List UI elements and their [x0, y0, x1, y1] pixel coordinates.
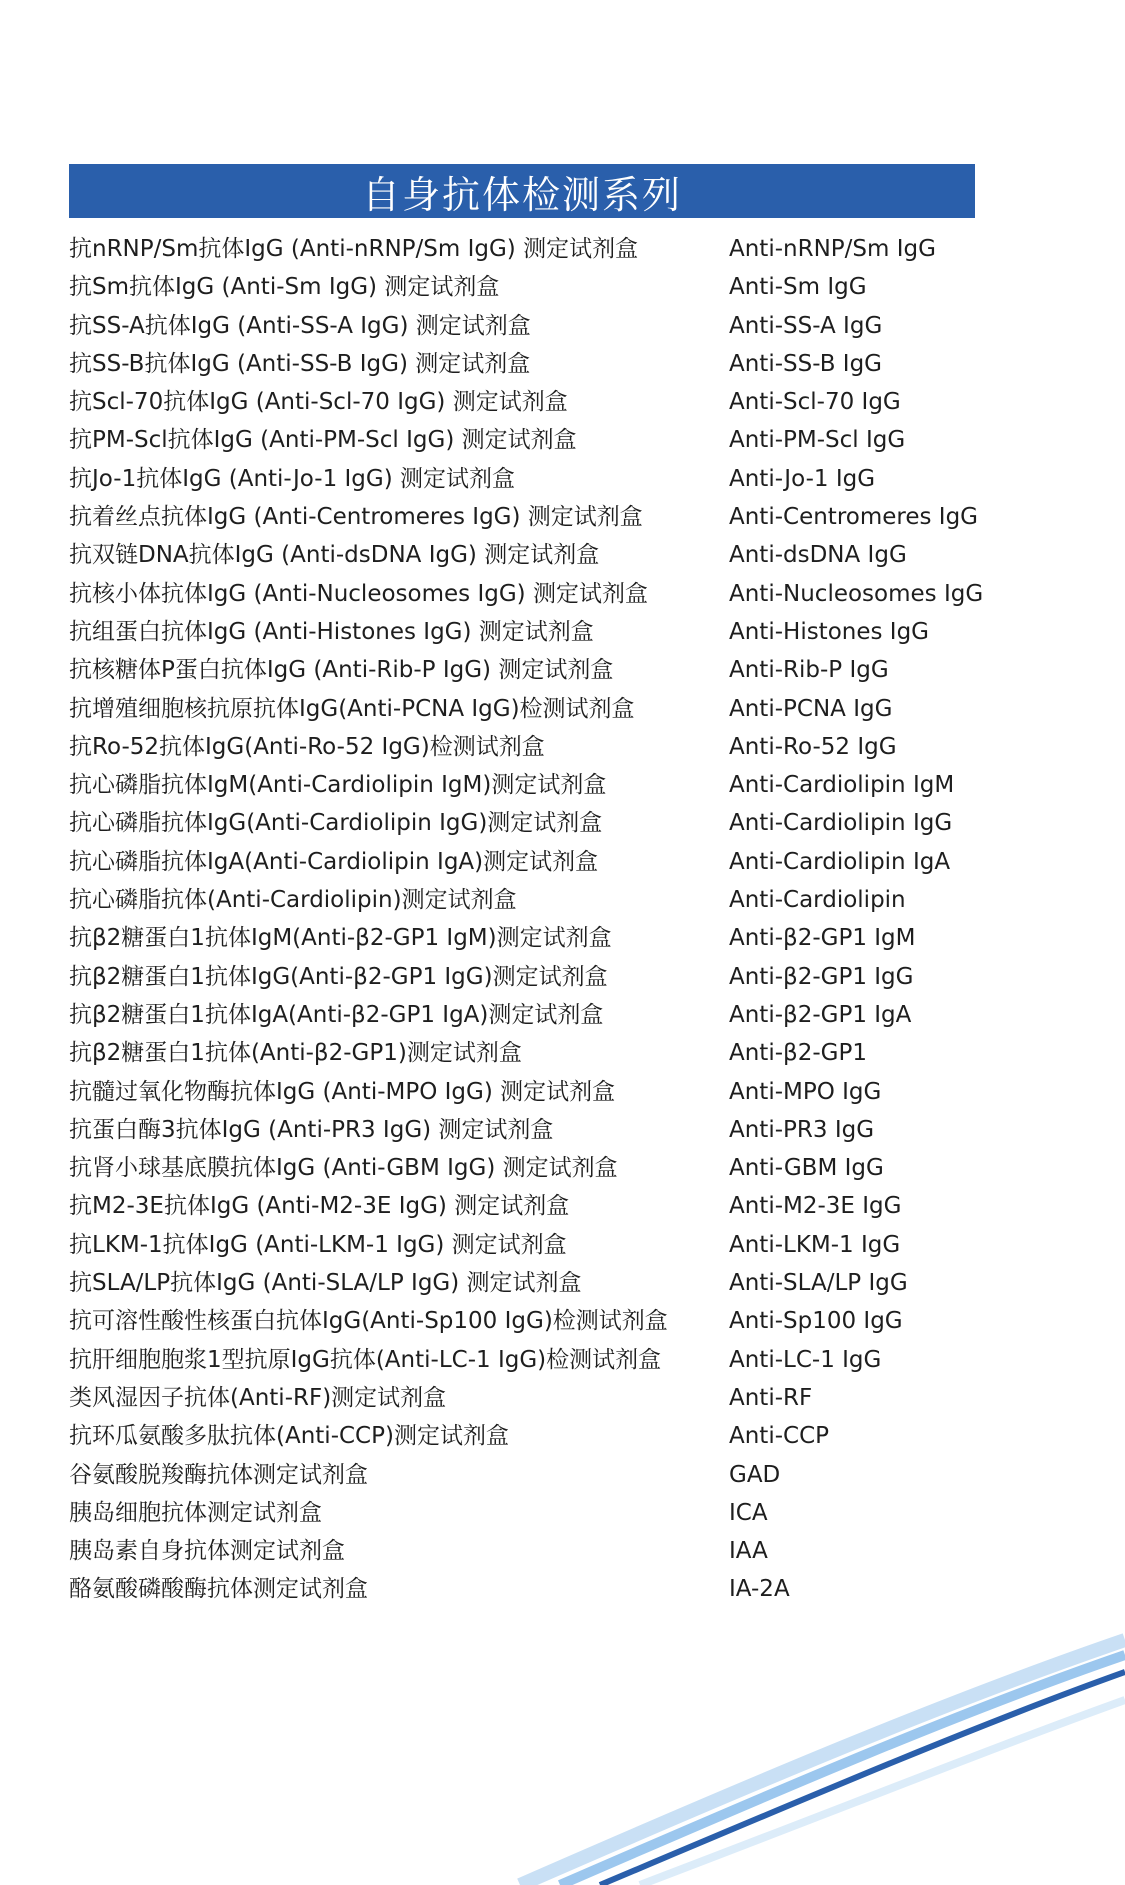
item-english-name: Anti-CCP — [729, 1423, 830, 1450]
list-item — [69, 919, 989, 957]
item-chinese-name: 抗肾小球基底膜抗体IgG (Anti-GBM IgG) 测定试剂盒 — [69, 1155, 618, 1182]
item-english-name: Anti-Scl-70 IgG — [729, 389, 901, 416]
list-item — [69, 421, 989, 459]
list-item — [69, 230, 989, 268]
list-item — [69, 1417, 989, 1455]
item-english-name: Anti-β2-GP1 IgM — [729, 925, 916, 952]
list-item — [69, 460, 989, 498]
list-item — [69, 1226, 989, 1264]
section-title: 自身抗体检测系列 — [361, 172, 682, 217]
section-header — [69, 164, 975, 218]
list-item — [69, 1532, 989, 1570]
item-english-name: Anti-Centromeres IgG — [729, 504, 979, 531]
item-english-name: Anti-LC-1 IgG — [729, 1346, 882, 1373]
wave-mid-band — [560, 1655, 1125, 1885]
item-english-name: Anti-Rib-P IgG — [729, 657, 889, 684]
list-item — [69, 1187, 989, 1225]
item-chinese-name: 抗SLA/LP抗体IgG (Anti-SLA/LP IgG) 测定试剂盒 — [69, 1270, 582, 1297]
item-english-name: Anti-β2-GP1 IgG — [729, 963, 914, 990]
item-english-name: Anti-dsDNA IgG — [729, 542, 907, 569]
list-item — [69, 1494, 989, 1532]
list-item — [69, 804, 989, 842]
list-item — [69, 958, 989, 996]
item-chinese-name: 抗心磷脂抗体IgA(Anti-Cardiolipin IgA)测定试剂盒 — [69, 848, 599, 875]
item-english-name: Anti-Histones IgG — [729, 618, 930, 645]
item-english-name: Anti-SLA/LP IgG — [729, 1270, 908, 1297]
item-chinese-name: 抗SS-A抗体IgG (Anti-SS-A IgG) 测定试剂盒 — [69, 312, 531, 339]
list-item — [69, 1341, 989, 1379]
item-chinese-name: 抗β2糖蛋白1抗体IgM(Anti-β2-GP1 IgM)测定试剂盒 — [69, 925, 612, 952]
item-chinese-name: 谷氨酸脱羧酶抗体测定试剂盒 — [69, 1461, 368, 1488]
list-item — [69, 766, 989, 804]
list-item — [69, 268, 989, 306]
item-chinese-name: 胰岛细胞抗体测定试剂盒 — [69, 1499, 322, 1526]
wave-pale-band — [640, 1700, 1125, 1885]
list-item — [69, 1264, 989, 1302]
list-item — [69, 307, 989, 345]
list-item — [69, 383, 989, 421]
item-chinese-name: 抗nRNP/Sm抗体IgG (Anti-nRNP/Sm IgG) 测定试剂盒 — [69, 236, 639, 262]
item-chinese-name: 抗核小体抗体IgG (Anti-Nucleosomes IgG) 测定试剂盒 — [69, 580, 648, 607]
item-english-name: Anti-β2-GP1 IgA — [729, 1001, 912, 1028]
item-english-name: Anti-SS-B IgG — [729, 350, 882, 377]
item-chinese-name: 抗SS-B抗体IgG (Anti-SS-B IgG) 测定试剂盒 — [69, 350, 531, 377]
item-chinese-name: 抗LKM-1抗体IgG (Anti-LKM-1 IgG) 测定试剂盒 — [69, 1231, 567, 1258]
item-chinese-name: 抗增殖细胞核抗原抗体IgG(Anti-PCNA IgG)检测试剂盒 — [69, 695, 635, 722]
item-chinese-name: 抗髓过氧化物酶抗体IgG (Anti-MPO IgG) 测定试剂盒 — [69, 1078, 616, 1105]
item-english-name: Anti-Cardiolipin IgM — [729, 772, 955, 799]
item-english-name: Anti-M2-3E IgG — [729, 1193, 902, 1220]
item-english-name: Anti-nRNP/Sm IgG — [729, 236, 936, 262]
item-chinese-name: 抗β2糖蛋白1抗体IgA(Anti-β2-GP1 IgA)测定试剂盒 — [69, 1001, 604, 1028]
item-chinese-name: 抗M2-3E抗体IgG (Anti-M2-3E IgG) 测定试剂盒 — [69, 1193, 570, 1220]
item-english-name: Anti-β2-GP1 — [729, 1040, 867, 1067]
list-item — [69, 1456, 989, 1494]
item-chinese-name: 抗心磷脂抗体(Anti-Cardiolipin)测定试剂盒 — [69, 887, 517, 914]
item-english-name: Anti-LKM-1 IgG — [729, 1231, 901, 1258]
item-english-name: Anti-Sp100 IgG — [729, 1308, 903, 1335]
list-item — [69, 690, 989, 728]
list-item — [69, 996, 989, 1034]
item-english-name: Anti-Nucleosomes IgG — [729, 580, 984, 607]
list-item — [69, 651, 989, 689]
item-english-name: Anti-Cardiolipin — [729, 887, 906, 914]
item-chinese-name: 抗Jo-1抗体IgG (Anti-Jo-1 IgG) 测定试剂盒 — [69, 465, 516, 492]
item-english-name: Anti-MPO IgG — [729, 1078, 882, 1105]
list-item — [69, 345, 989, 383]
list-item — [69, 1073, 989, 1111]
item-english-name: Anti-PCNA IgG — [729, 695, 893, 722]
item-english-name: Anti-SS-A IgG — [729, 312, 883, 339]
wave-light-band — [520, 1640, 1125, 1885]
item-english-name: Anti-Cardiolipin IgA — [729, 848, 951, 875]
wave-dark-band — [600, 1672, 1125, 1885]
list-item — [69, 1379, 989, 1417]
item-chinese-name: 抗β2糖蛋白1抗体(Anti-β2-GP1)测定试剂盒 — [69, 1040, 522, 1067]
item-chinese-name: 抗β2糖蛋白1抗体IgG(Anti-β2-GP1 IgG)测定试剂盒 — [69, 963, 608, 990]
list-item — [69, 881, 989, 919]
item-english-name: IAA — [729, 1538, 768, 1565]
item-chinese-name: 抗Ro-52抗体IgG(Anti-Ro-52 IgG)检测试剂盒 — [69, 733, 545, 760]
item-chinese-name: 抗Sm抗体IgG (Anti-Sm IgG) 测定试剂盒 — [69, 274, 500, 301]
item-chinese-name: 抗可溶性酸性核蛋白抗体IgG(Anti-Sp100 IgG)检测试剂盒 — [69, 1308, 668, 1335]
item-english-name: Anti-Cardiolipin IgG — [729, 810, 953, 837]
product-list — [69, 230, 989, 1609]
list-item — [69, 575, 989, 613]
item-english-name: Anti-PM-Scl IgG — [729, 427, 906, 454]
item-chinese-name: 抗环瓜氨酸多肽抗体(Anti-CCP)测定试剂盒 — [69, 1423, 509, 1450]
list-item — [69, 1570, 989, 1608]
item-english-name: Anti-Ro-52 IgG — [729, 733, 897, 760]
item-chinese-name: 抗双链DNA抗体IgG (Anti-dsDNA IgG) 测定试剂盒 — [69, 542, 600, 569]
item-chinese-name: 抗核糖体P蛋白抗体IgG (Anti-Rib-P IgG) 测定试剂盒 — [69, 657, 614, 684]
item-chinese-name: 抗心磷脂抗体IgM(Anti-Cardiolipin IgM)测定试剂盒 — [69, 772, 607, 799]
item-english-name: GAD — [729, 1461, 781, 1488]
item-chinese-name: 抗PM-Scl抗体IgG (Anti-PM-Scl IgG) 测定试剂盒 — [69, 427, 577, 454]
list-item — [69, 1302, 989, 1340]
item-english-name: IA-2A — [729, 1576, 790, 1603]
item-chinese-name: 抗蛋白酶3抗体IgG (Anti-PR3 IgG) 测定试剂盒 — [69, 1116, 554, 1143]
wave-fill — [560, 1650, 1125, 1885]
item-english-name: Anti-RF — [729, 1384, 813, 1411]
list-item — [69, 843, 989, 881]
item-english-name: Anti-Jo-1 IgG — [729, 465, 876, 492]
list-item — [69, 1034, 989, 1072]
item-english-name: ICA — [729, 1499, 768, 1526]
list-item — [69, 1149, 989, 1187]
item-chinese-name: 抗Scl-70抗体IgG (Anti-Scl-70 IgG) 测定试剂盒 — [69, 389, 568, 416]
list-item — [69, 1111, 989, 1149]
list-item — [69, 498, 989, 536]
item-chinese-name: 抗心磷脂抗体IgG(Anti-Cardiolipin IgG)测定试剂盒 — [69, 810, 603, 837]
list-item — [69, 613, 989, 651]
item-chinese-name: 抗组蛋白抗体IgG (Anti-Histones IgG) 测定试剂盒 — [69, 618, 594, 645]
item-english-name: Anti-PR3 IgG — [729, 1116, 875, 1143]
item-english-name: Anti-Sm IgG — [729, 274, 867, 301]
list-item — [69, 728, 989, 766]
item-chinese-name: 酪氨酸磷酸酶抗体测定试剂盒 — [69, 1576, 368, 1603]
list-item — [69, 536, 989, 574]
item-chinese-name: 胰岛素自身抗体测定试剂盒 — [69, 1538, 345, 1565]
item-chinese-name: 抗肝细胞胞浆1型抗原IgG抗体(Anti-LC-1 IgG)检测试剂盒 — [69, 1346, 662, 1373]
item-english-name: Anti-GBM IgG — [729, 1155, 884, 1182]
item-chinese-name: 类风湿因子抗体(Anti-RF)测定试剂盒 — [69, 1384, 447, 1411]
item-chinese-name: 抗着丝点抗体IgG (Anti-Centromeres IgG) 测定试剂盒 — [69, 504, 643, 531]
